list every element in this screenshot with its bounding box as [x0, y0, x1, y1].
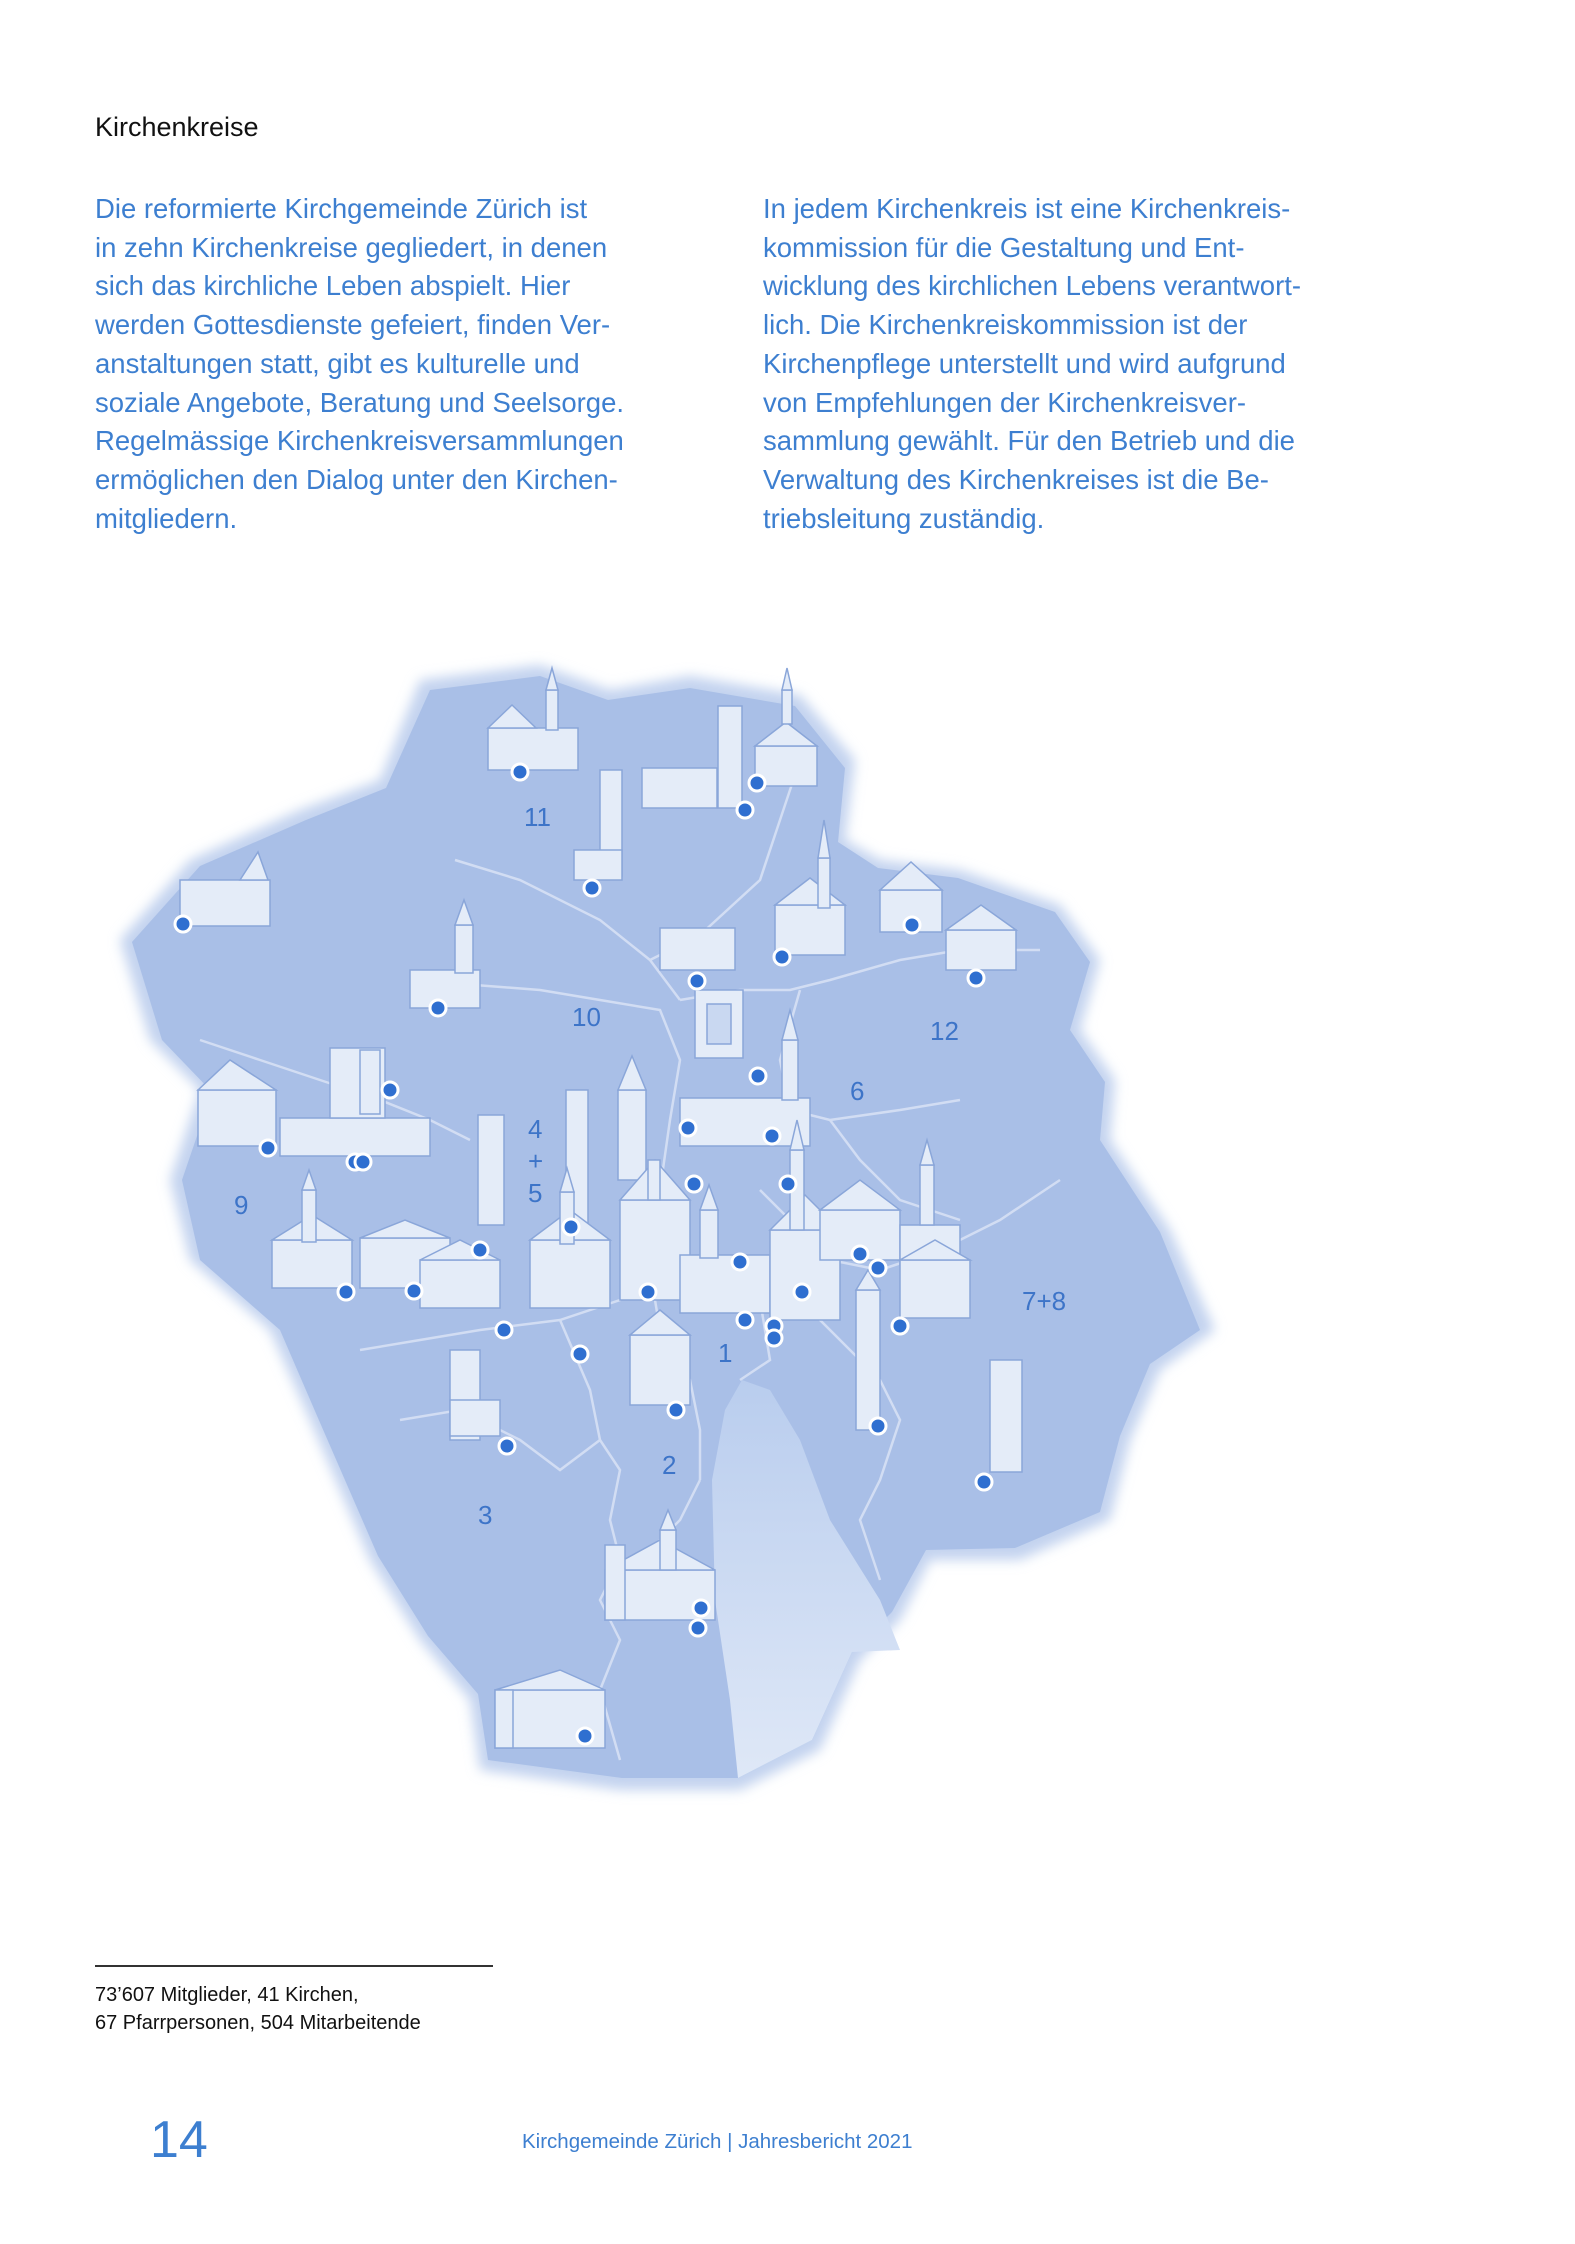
district-label-11: 11 [524, 802, 551, 832]
location-dot [680, 1120, 696, 1136]
footnote-divider [95, 1965, 493, 1967]
text-line: mitgliedern. [95, 502, 238, 534]
district-label-10: 10 [572, 1002, 601, 1032]
text-line: wicklung des kirchlichen Lebens verantwort- [763, 270, 1302, 302]
location-dot [794, 1284, 810, 1300]
location-dot [737, 1312, 753, 1328]
text-line: ermöglichen den Dialog unter den Kirchen- [95, 463, 618, 495]
district-label-plus: + [528, 1146, 544, 1176]
location-dot [572, 1346, 588, 1362]
text-line: werden Gottesdienste gefeiert, finden Ver- [95, 309, 611, 341]
location-dot [870, 1260, 886, 1276]
location-dot [904, 917, 920, 933]
district-label-9: 9 [234, 1190, 249, 1220]
location-dot [584, 880, 600, 896]
text-line: In jedem Kirchenkreis ist eine Kirchenkreis- [763, 193, 1291, 224]
location-dot [563, 1219, 579, 1235]
location-dot [175, 916, 191, 932]
text-line: Kirchenpflege unterstellt und wird aufgrund [763, 347, 1286, 379]
location-dot [766, 1330, 782, 1346]
location-dot [749, 775, 765, 791]
location-dot [338, 1284, 354, 1300]
location-dot [355, 1154, 371, 1170]
page-number: 14 [150, 2111, 208, 2169]
location-dot [496, 1322, 512, 1338]
intro-column-right [763, 190, 1403, 538]
location-dot [976, 1474, 992, 1490]
text-line: kommission für die Gestaltung und Ent- [763, 231, 1245, 263]
location-dot [774, 949, 790, 965]
location-dot [732, 1254, 748, 1270]
location-dot [737, 802, 753, 818]
text-line: Verwaltung des Kirchenkreises ist die Be- [763, 463, 1269, 495]
district-label-1: 1 [718, 1338, 733, 1368]
section-heading: Kirchenkreise [95, 112, 259, 142]
text-line: anstaltungen statt, gibt es kulturelle und [95, 347, 580, 379]
location-dot [689, 973, 705, 989]
text-line: Die reformierte Kirchgemeinde Zürich ist [95, 193, 588, 224]
intro-column-left [95, 190, 715, 538]
text-line: sammlung gewählt. Für den Betrieb und die [763, 425, 1295, 457]
location-dot [892, 1318, 908, 1334]
location-dot [764, 1128, 780, 1144]
location-dot [668, 1402, 684, 1418]
district-label-3: 3 [478, 1500, 493, 1530]
location-dot [852, 1246, 868, 1262]
church-icon [695, 990, 743, 1058]
district-label-2: 2 [662, 1450, 677, 1480]
district-label-6: 6 [850, 1076, 865, 1106]
location-dot [382, 1082, 398, 1098]
location-dot [499, 1438, 515, 1454]
district-label-12: 12 [930, 1016, 959, 1046]
text-line: von Empfehlungen der Kirchenkreisver- [763, 386, 1247, 418]
location-dot [968, 970, 984, 986]
location-dot [693, 1600, 709, 1616]
district-label-4: 4 [528, 1114, 543, 1144]
location-dot [750, 1068, 766, 1084]
location-dot [430, 1000, 446, 1016]
location-dot [406, 1283, 422, 1299]
statistics-line: 67 Pfarrpersonen, 504 Mitarbeitende [95, 2012, 421, 2034]
statistics-note [95, 1981, 421, 2037]
location-dot [640, 1284, 656, 1300]
location-dot [260, 1140, 276, 1156]
text-line: soziale Angebote, Beratung und Seelsorge. [95, 386, 624, 418]
running-footer: Kirchgemeinde Zürich | Jahresbericht 2021 [522, 2130, 913, 2153]
district-label-5: 5 [528, 1178, 543, 1208]
location-dot [472, 1242, 488, 1258]
location-dot [690, 1620, 706, 1636]
statistics-line: 73’607 Mitglieder, 41 Kirchen, [95, 1984, 359, 2006]
district-label-7-8: 7+8 [1022, 1286, 1067, 1316]
church-icon [990, 1360, 1022, 1472]
church-icon [856, 1270, 880, 1430]
location-dot [686, 1176, 702, 1192]
location-dot [780, 1176, 796, 1192]
location-dot [870, 1418, 886, 1434]
text-line: triebsleitung zuständig. [763, 502, 1045, 534]
text-line: lich. Die Kirchenkreiskommission ist der [763, 309, 1248, 341]
text-line: in zehn Kirchenkreise gegliedert, in denen [95, 231, 608, 263]
location-dot [512, 764, 528, 780]
text-line: Regelmässige Kirchenkreisversammlungen [95, 425, 624, 457]
location-dot [577, 1728, 593, 1744]
text-line: sich das kirchliche Leben abspielt. Hier [95, 270, 571, 302]
district-map [95, 640, 1235, 1810]
